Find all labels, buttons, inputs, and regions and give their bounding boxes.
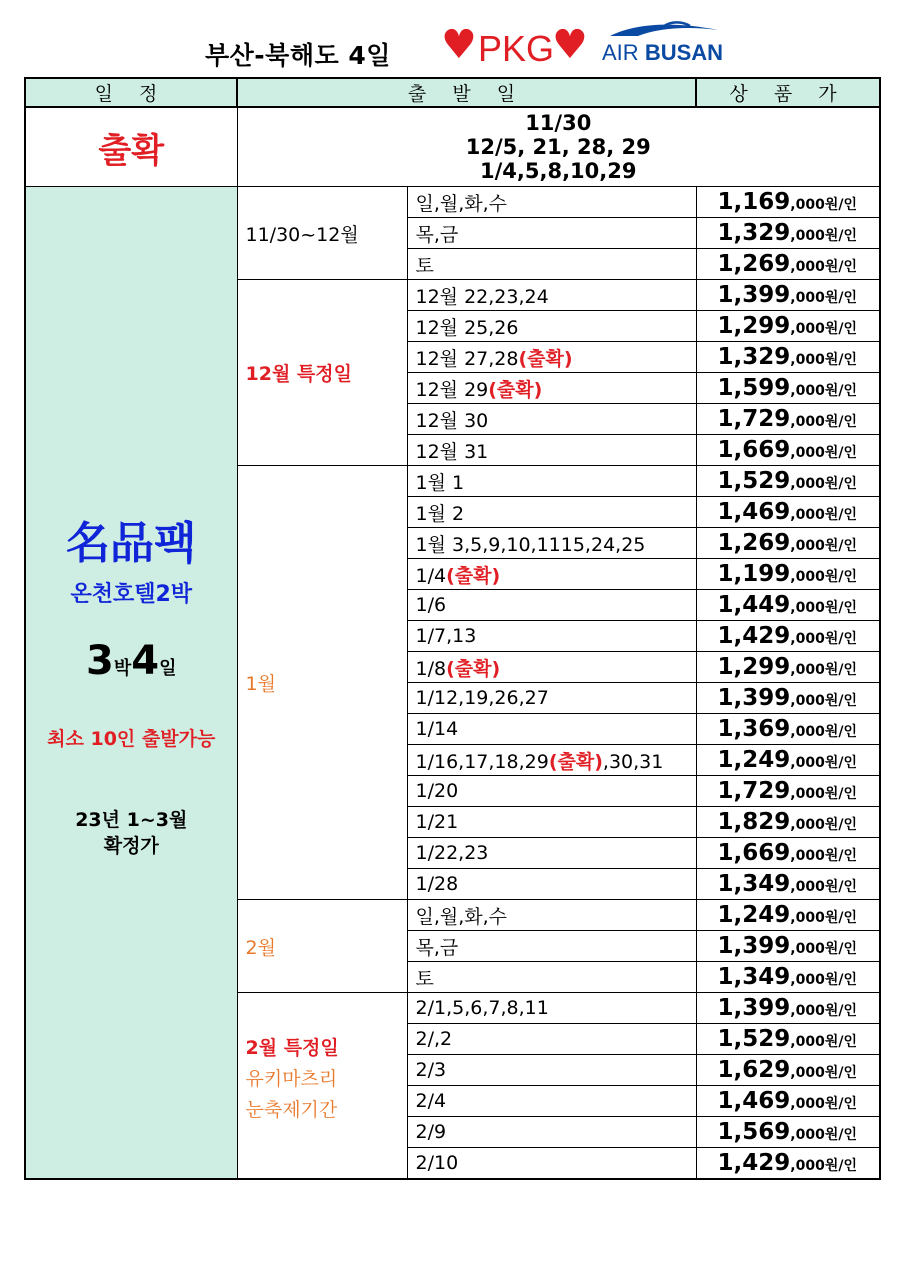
- price-cell: [696, 1024, 880, 1055]
- confirmed-price-note: 23년 1~3월 확정가: [75, 808, 188, 857]
- confirmed-dates-line: 12/5, 21, 28, 29: [465, 135, 651, 159]
- price-value: 1,629: [717, 1057, 791, 1083]
- price-value: 1,169: [717, 189, 791, 215]
- package-duration: 3박4일: [86, 637, 177, 684]
- price-value: 1,429: [717, 623, 791, 649]
- date-text: 일,월,화,수: [415, 905, 508, 928]
- price-value: 1,249: [717, 747, 791, 773]
- airline-swoosh-icon: [608, 20, 720, 42]
- price-value: 1,669: [717, 840, 791, 866]
- table-header-row: [25, 78, 880, 107]
- price-unit: ,000원/인: [790, 755, 857, 771]
- price-value: 1,469: [717, 499, 791, 525]
- price-unit: ,000원/인: [790, 786, 857, 802]
- departure-date: [407, 311, 696, 342]
- price-value: 1,249: [717, 902, 791, 928]
- date-text: 1/12,19,26,27: [415, 687, 549, 709]
- date-text: 1/8: [415, 657, 447, 680]
- price-unit: ,000원/인: [790, 817, 857, 833]
- group-label-text: 2월 특정일: [245, 1037, 339, 1059]
- price-value: 1,349: [717, 964, 791, 990]
- date-text: 토: [415, 254, 434, 277]
- price-cell: [696, 373, 880, 404]
- group-label: [237, 466, 407, 900]
- price-value: 1,399: [717, 995, 791, 1021]
- pkg-label: PKG: [478, 28, 555, 69]
- date-text: 2/10: [415, 1152, 459, 1174]
- date-text: 12월 27,28: [415, 347, 519, 370]
- price-unit: ,000원/인: [790, 290, 857, 306]
- departure-date: [407, 1117, 696, 1148]
- date-text: 1/14: [415, 718, 459, 740]
- departure-date: [407, 714, 696, 745]
- price-unit: ,000원/인: [790, 228, 857, 244]
- date-text: 1/16,17,18,29: [415, 750, 549, 773]
- confirmed-row: [25, 107, 880, 187]
- departure-date: [407, 900, 696, 931]
- price-unit: ,000원/인: [790, 1065, 857, 1081]
- group-sublabel: 유키마츠리: [245, 1068, 338, 1090]
- price-value: 1,329: [717, 220, 791, 246]
- departure-date: [407, 249, 696, 280]
- price-unit: ,000원/인: [790, 1158, 857, 1174]
- price-unit: ,000원/인: [790, 1127, 857, 1143]
- departure-date: [407, 373, 696, 404]
- price-cell: [696, 652, 880, 683]
- price-unit: ,000원/인: [790, 662, 857, 678]
- departure-date: [407, 1024, 696, 1055]
- price-value: 1,299: [717, 313, 791, 339]
- price-cell: [696, 590, 880, 621]
- price-unit: ,000원/인: [790, 569, 857, 585]
- price-table: [24, 77, 881, 1180]
- price-value: 1,399: [717, 933, 791, 959]
- departure-date: [407, 342, 696, 373]
- departure-date: [407, 528, 696, 559]
- confirmed-dates-line: 11/30: [525, 111, 592, 135]
- date-text: 목,금: [415, 936, 459, 959]
- group-label-text: 12월 특정일: [245, 363, 352, 385]
- price-cell: [696, 528, 880, 559]
- price-unit: ,000원/인: [790, 848, 857, 864]
- package-summary: [25, 187, 237, 1180]
- date-text: 2/3: [415, 1059, 447, 1081]
- price-cell: [696, 280, 880, 311]
- price-unit: ,000원/인: [790, 197, 857, 213]
- group-label-text: 11/30~12월: [245, 223, 359, 246]
- date-text: 1월 3,5,9,10,1115,24,25: [415, 533, 646, 556]
- price-value: 1,269: [717, 530, 791, 556]
- price-cell: [696, 1117, 880, 1148]
- date-text: 2/9: [415, 1121, 447, 1143]
- price-unit: ,000원/인: [790, 1034, 857, 1050]
- departure-date: [407, 652, 696, 683]
- date-text: 1/20: [415, 780, 459, 802]
- date-text: 목,금: [415, 223, 459, 246]
- price-cell: [696, 621, 880, 652]
- price-cell: [696, 683, 880, 714]
- price-value: 1,399: [717, 685, 791, 711]
- price-cell: [696, 714, 880, 745]
- price-unit: ,000원/인: [790, 910, 857, 926]
- date-text: 2/4: [415, 1090, 447, 1112]
- group-label: [237, 900, 407, 993]
- airline-name: AIR BUSAN: [602, 40, 724, 65]
- date-text: 1/21: [415, 811, 459, 833]
- price-cell: [696, 1148, 880, 1180]
- price-value: 1,669: [717, 437, 791, 463]
- group-label-text: 1월: [245, 673, 276, 695]
- price-cell: [696, 838, 880, 869]
- price-unit: ,000원/인: [790, 631, 857, 647]
- price-value: 1,469: [717, 1088, 791, 1114]
- departure-date: [407, 1086, 696, 1117]
- group-sublabel: 눈축제기간: [245, 1099, 338, 1121]
- departure-date: [407, 280, 696, 311]
- date-text: 12월 22,23,24: [415, 285, 549, 308]
- date-text: 1/6: [415, 594, 447, 616]
- package-hotel: 온천호텔2박: [70, 581, 193, 607]
- price-cell: [696, 1055, 880, 1086]
- price-value: 1,529: [717, 1026, 791, 1052]
- price-cell: [696, 404, 880, 435]
- page-title: 부산-북해도 4일: [205, 41, 391, 70]
- price-value: 1,729: [717, 778, 791, 804]
- header-price: 상 품 가: [696, 78, 880, 107]
- date-text: 12월 25,26: [415, 316, 519, 339]
- departure-date: [407, 838, 696, 869]
- price-unit: ,000원/인: [790, 445, 857, 461]
- departure-date: [407, 683, 696, 714]
- price-row: [25, 187, 880, 218]
- price-value: 1,399: [717, 282, 791, 308]
- date-text: 일,월,화,수: [415, 192, 508, 215]
- price-value: 1,829: [717, 809, 791, 835]
- departure-date: [407, 807, 696, 838]
- group-label: [237, 280, 407, 466]
- confirmed-tag: (출확): [488, 378, 543, 401]
- price-cell: [696, 249, 880, 280]
- price-unit: ,000원/인: [790, 972, 857, 988]
- price-cell: [696, 900, 880, 931]
- group-label: [237, 993, 407, 1180]
- group-label: [237, 187, 407, 280]
- confirmed-tag: (출확): [446, 657, 501, 680]
- price-value: 1,299: [717, 654, 791, 680]
- price-value: 1,199: [717, 561, 791, 587]
- price-value: 1,569: [717, 1119, 791, 1145]
- date-text: 1/28: [415, 873, 459, 895]
- price-cell: [696, 745, 880, 776]
- price-unit: ,000원/인: [790, 879, 857, 895]
- price-cell: [696, 931, 880, 962]
- heart-icon: ♥: [552, 22, 588, 68]
- date-text: 12월 31: [415, 440, 489, 463]
- date-text: 1/7,13: [415, 625, 477, 647]
- header-schedule: 일 정: [25, 78, 237, 107]
- price-value: 1,369: [717, 716, 791, 742]
- departure-date: [407, 466, 696, 497]
- price-unit: ,000원/인: [790, 600, 857, 616]
- group-label-text: 2월: [245, 936, 276, 959]
- price-value: 1,529: [717, 468, 791, 494]
- departure-date: [407, 931, 696, 962]
- minimum-travelers: 최소 10인 출발가능: [47, 727, 216, 750]
- date-text: 12월 29: [415, 378, 489, 401]
- price-cell: [696, 342, 880, 373]
- date-text: 토: [415, 967, 434, 990]
- date-text: 1/4: [415, 564, 447, 587]
- price-cell: [696, 869, 880, 900]
- departure-date: [407, 590, 696, 621]
- date-text: 12월 30: [415, 409, 489, 432]
- departure-date: [407, 621, 696, 652]
- departure-date: [407, 962, 696, 993]
- departure-date: [407, 435, 696, 466]
- price-unit: ,000원/인: [790, 476, 857, 492]
- confirmed-tag: (출확): [518, 347, 573, 370]
- price-value: 1,599: [717, 375, 791, 401]
- price-cell: [696, 187, 880, 218]
- departure-date: [407, 1055, 696, 1086]
- price-unit: ,000원/인: [790, 693, 857, 709]
- price-value: 1,449: [717, 592, 791, 618]
- date-text: 2/1,5,6,7,8,11: [415, 997, 549, 1019]
- price-unit: ,000원/인: [790, 724, 857, 740]
- header-departure: 출 발 일: [237, 78, 696, 107]
- price-cell: [696, 435, 880, 466]
- price-value: 1,269: [717, 251, 791, 277]
- price-cell: [696, 776, 880, 807]
- date-text: 1월 2: [415, 502, 465, 525]
- heart-icon: ♥: [441, 22, 477, 68]
- price-unit: ,000원/인: [790, 414, 857, 430]
- price-unit: ,000원/인: [790, 941, 857, 957]
- price-cell: [696, 993, 880, 1024]
- date-text: 1월 1: [415, 471, 465, 494]
- departure-date: [407, 187, 696, 218]
- price-unit: ,000원/인: [790, 259, 857, 275]
- price-unit: ,000원/인: [790, 321, 857, 337]
- price-unit: ,000원/인: [790, 1096, 857, 1112]
- date-text: 1/22,23: [415, 842, 489, 864]
- price-unit: ,000원/인: [790, 1003, 857, 1019]
- price-unit: ,000원/인: [790, 383, 857, 399]
- price-cell: [696, 807, 880, 838]
- price-value: 1,349: [717, 871, 791, 897]
- departure-date: [407, 559, 696, 590]
- confirmed-tag: (출확): [548, 750, 603, 773]
- departure-date: [407, 869, 696, 900]
- confirmed-dates: [237, 107, 880, 187]
- air-busan-logo: [602, 20, 722, 70]
- departure-date: [407, 993, 696, 1024]
- departure-date: [407, 745, 696, 776]
- price-value: 1,729: [717, 406, 791, 432]
- package-name: 名品팩: [65, 517, 197, 569]
- price-value: 1,429: [717, 1150, 791, 1176]
- price-value: 1,329: [717, 344, 791, 370]
- page-header: [0, 20, 905, 76]
- date-text: 2/,2: [415, 1028, 453, 1050]
- departure-date: [407, 1148, 696, 1180]
- price-cell: [696, 218, 880, 249]
- confirmed-label: 출확: [25, 107, 237, 187]
- confirmed-tag: (출확): [446, 564, 501, 587]
- price-cell: [696, 311, 880, 342]
- price-cell: [696, 559, 880, 590]
- date-text: ,30,31: [602, 750, 664, 773]
- departure-date: [407, 218, 696, 249]
- price-cell: [696, 962, 880, 993]
- confirmed-dates-line: 1/4,5,8,10,29: [480, 159, 637, 183]
- departure-date: [407, 497, 696, 528]
- price-cell: [696, 1086, 880, 1117]
- price-unit: ,000원/인: [790, 507, 857, 523]
- price-cell: [696, 466, 880, 497]
- price-cell: [696, 497, 880, 528]
- departure-date: [407, 404, 696, 435]
- price-unit: ,000원/인: [790, 538, 857, 554]
- departure-date: [407, 776, 696, 807]
- price-unit: ,000원/인: [790, 352, 857, 368]
